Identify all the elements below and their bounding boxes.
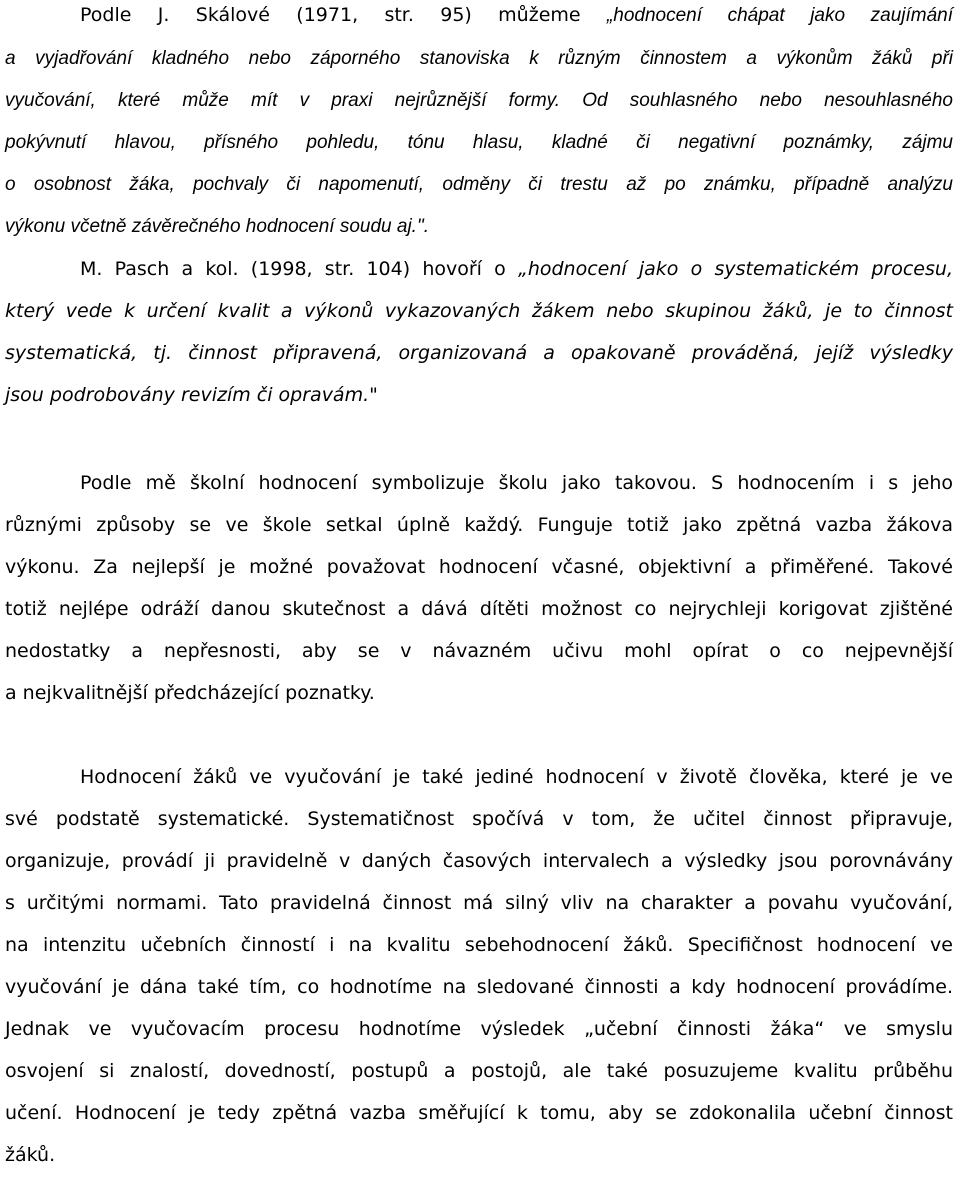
paragraph-2-line-7: Jednak ve vyučovacím procesu hodnotíme výsledek „učební činnosti žáka“ ve smyslu — [5, 1018, 953, 1040]
quote-pasch-line-3: systematická, tj. činnost připravená, organizovaná a opakovaně prováděná, jejíž výsledky — [5, 342, 953, 364]
section-spacer — [5, 416, 953, 462]
paragraph-2-line-6: vyučování je dána také tím, co hodnotíme na sledované činnosti a kdy hodnocení provádíme. — [5, 976, 953, 998]
paragraph-1-line-2: různými způsoby se ve škole setkal úplně každý. Funguje totiž jako zpětná vazba žákova — [5, 514, 953, 536]
quote-skalova-line-6: výkonu včetně závěrečného hodnocení soudu aj.". — [5, 216, 429, 237]
paragraph-2-line-4: s určitými normami. Tato pravidelná činnost má silný vliv na charakter a povahu vyučování, — [5, 892, 953, 914]
quote-pasch-line-1 — [5, 248, 953, 290]
paragraph-2-line-9: učení. Hodnocení je tedy zpětná vazba směřující k tomu, aby se zdokonalila učební činnost — [5, 1102, 953, 1124]
quote-skalova-text-start: „hodnocení chápat jako zaujímání — [606, 5, 954, 26]
quote-skalova — [5, 0, 953, 248]
quote-pasch-citation: M. Pasch a kol. (1998, str. 104) hovoří o — [80, 258, 518, 280]
paragraph-1-line-1: Podle mě školní hodnocení symbolizuje školu jako takovou. S hodnocením i s jeho — [80, 472, 953, 494]
quote-pasch — [5, 248, 953, 416]
paragraph-2-line-1: Hodnocení žáků ve vyučování je také jediné hodnocení v životě člověka, které je ve — [80, 766, 953, 788]
paragraph-1-line-3: výkonu. Za nejlepší je možné považovat hodnocení včasné, objektivní a přiměřené. Takové — [5, 556, 953, 578]
paragraph-1-line-6: a nejkvalitnější předcházející poznatky. — [5, 682, 375, 704]
paragraph-spacer — [5, 714, 953, 756]
document-page — [5, 0, 953, 1176]
quote-skalova-line-4: pokývnutí hlavou, přísného pohledu, tónu hlasu, kladné či negativní poznámky, zájmu — [5, 132, 953, 153]
paragraph-1-line-4: totiž nejlépe odráží danou skutečnost a dává dítěti možnost co nejrychleji korigovat zjištěné — [5, 598, 953, 620]
quote-skalova-citation: Podle J. Skálové (1971, str. 95) můžeme — [80, 4, 607, 26]
quote-pasch-closing-mark: " — [369, 384, 378, 406]
paragraph-2-line-10: žáků. — [5, 1144, 56, 1166]
quote-pasch-text-start: „hodnocení jako o systematickém procesu, — [517, 258, 953, 280]
quote-skalova-line-5: o osobnost žáka, pochvaly či napomenutí, odměny či trestu až po známku, případně analýzu — [5, 174, 953, 195]
quote-skalova-line-3: vyučování, které může mít v praxi nejrůznější formy. Od souhlasného nebo nesouhlasného — [5, 90, 953, 111]
quote-skalova-line-2: a vyjadřování kladného nebo záporného stanoviska k různým činnostem a výkonům žáků při — [5, 48, 953, 69]
quote-pasch-line-4 — [5, 374, 953, 416]
quote-skalova-line-1 — [5, 0, 953, 38]
paragraph-2-line-3: organizuje, provádí ji pravidelně v daných časových intervalech a výsledky jsou porovnávány — [5, 850, 953, 872]
paragraph-systematic-assessment — [5, 756, 953, 1176]
paragraph-2-line-5: na intenzitu učebních činností i na kvalitu sebehodnocení žáků. Specifičnost hodnocení ve — [5, 934, 953, 956]
paragraph-2-line-2: své podstatě systematické. Systematičnost spočívá v tom, že učitel činnost připravuje, — [5, 808, 953, 830]
quote-pasch-text-end: jsou podrobovány revizím či opravám. — [5, 384, 370, 406]
paragraph-school-assessment — [5, 462, 953, 714]
paragraph-1-line-5: nedostatky a nepřesnosti, aby se v návazném učivu mohl opírat o co nejpevnější — [5, 640, 953, 662]
quote-pasch-line-2: který vede k určení kvalit a výkonů vykazovaných žákem nebo skupinou žáků, je to činnost — [5, 300, 953, 322]
paragraph-2-line-8: osvojení si znalostí, dovedností, postupů a postojů, ale také posuzujeme kvalitu průběhu — [5, 1060, 953, 1082]
